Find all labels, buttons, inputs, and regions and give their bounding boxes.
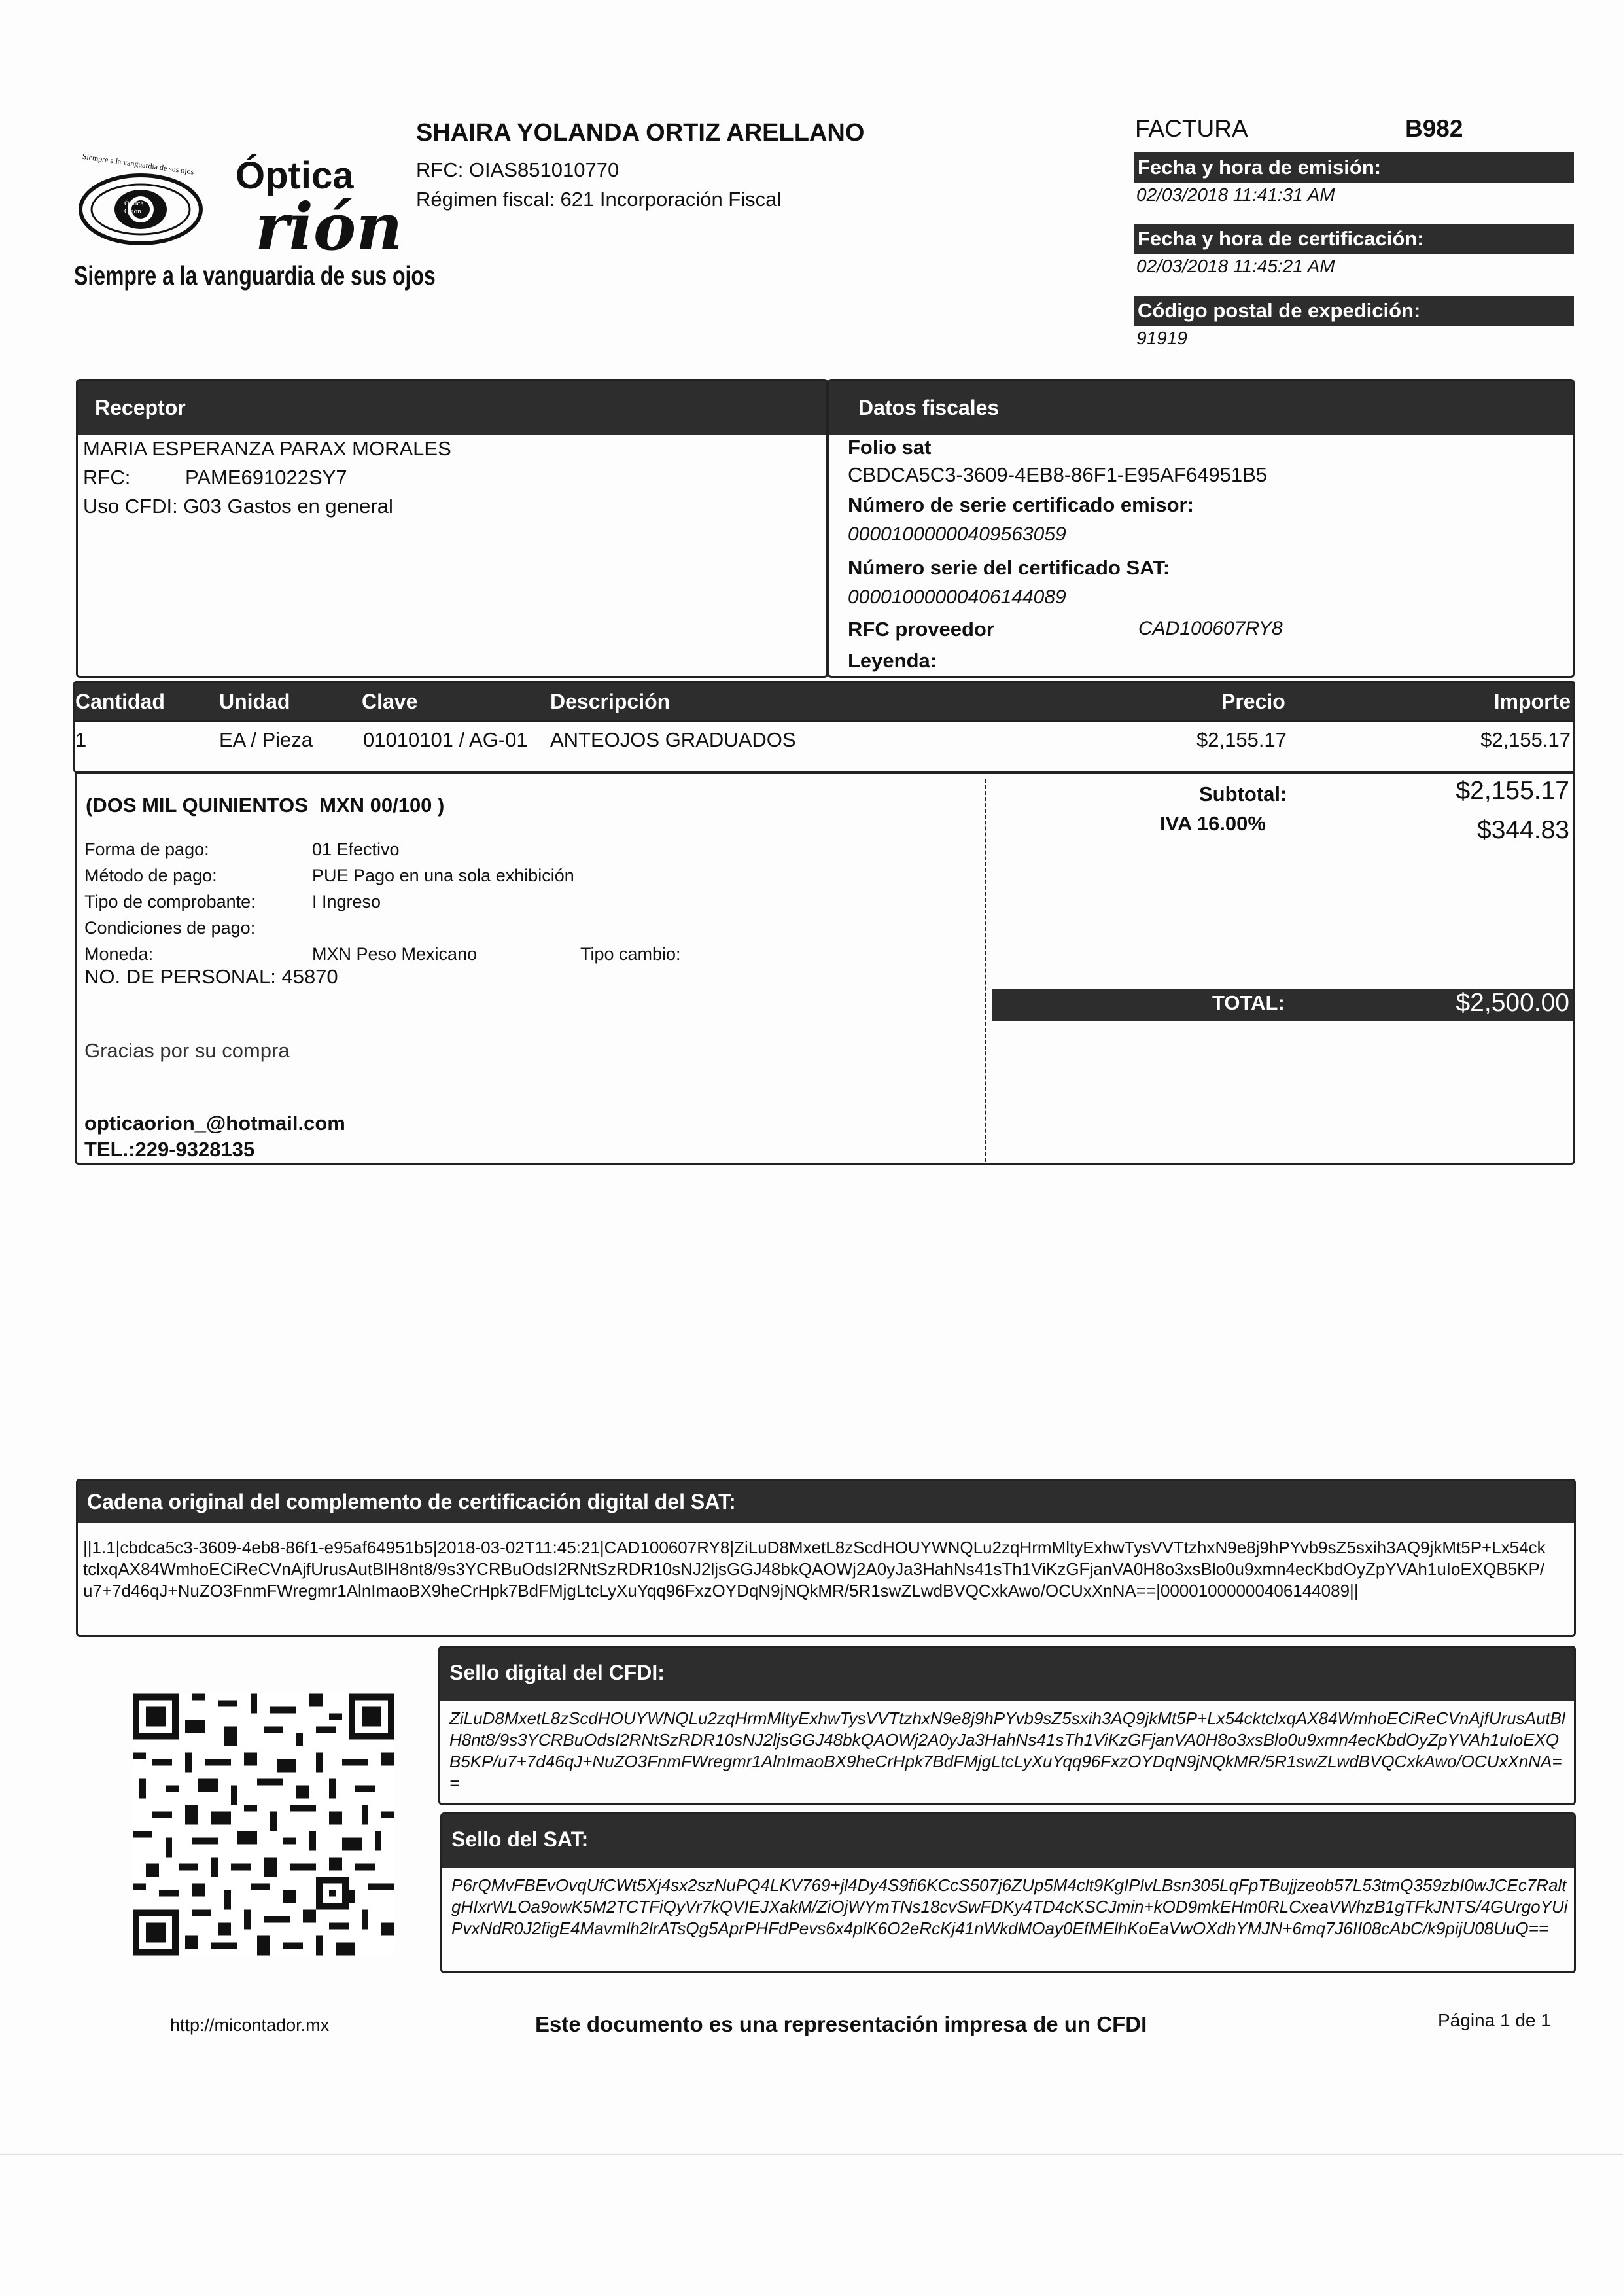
col-header-precio: Precio bbox=[1221, 690, 1285, 713]
forma-pago-value: 01 Efectivo bbox=[312, 839, 400, 859]
table-row bbox=[75, 720, 1573, 774]
sello-sat-title: Sello del SAT: bbox=[451, 1828, 589, 1851]
row-clave: 01010101 / AG-01 bbox=[363, 728, 528, 751]
contact-email: opticaorion_@hotmail.com bbox=[84, 1112, 345, 1135]
thanks-message: Gracias por su compra bbox=[84, 1039, 290, 1062]
receptor-title: Receptor bbox=[95, 396, 186, 419]
leyenda-label: Leyenda: bbox=[848, 649, 937, 672]
sello-cfdi-text: ZiLuD8MxetL8zScdHOUYWNQLu2zqHrmMltyExhwTysVVTtzhxN9e8j9hPYvb9sZ5sxih3AQ9jkMt5P+Lx54cktclxqAX84WmhoECiReCVnAjfUrusAutBlH8nt8/9s3YCRBuOdsI2RNtSzRDR10sNJ2ljsGGJ48bkQAOWj2A0yJa3HahNs41sTh1ViKzGFjanVA0H8o3xsBlo0u9xmn4ecKbdOyZpYVAh1uIoEXQB5KP/u7+7d46qJ+NuZO3FnmFWregmr1AlnImaoBX9heCrHpk7BdFMjgLtcLyXuYqq96FxzOYDqN9jNQkMR/5R1swZLwdBVQCxkAwo/OCUxXnNA== bbox=[449, 1708, 1565, 1793]
company-logo bbox=[69, 144, 436, 304]
subtotal-label: Subtotal: bbox=[1199, 783, 1287, 805]
issuer-rfc: RFC: OIAS851010770 bbox=[416, 158, 620, 181]
emisor-cert-label: Número de serie certificado emisor: bbox=[848, 493, 1194, 516]
receptor-rfc-label: RFC: bbox=[83, 466, 131, 489]
iva-value: $344.83 bbox=[1477, 816, 1569, 844]
metodo-pago-value: PUE Pago en una sola exhibición bbox=[312, 866, 574, 885]
col-header-unidad: Unidad bbox=[219, 690, 290, 713]
sello-sat-header bbox=[442, 1814, 1574, 1868]
folio-sat-value: CBDCA5C3-3609-4EB8-86F1-E95AF64951B5 bbox=[848, 463, 1268, 486]
logo-brand-top: Óptica bbox=[236, 154, 354, 197]
qr-code bbox=[133, 1692, 394, 1957]
sello-cfdi-header bbox=[440, 1648, 1574, 1701]
total-value: $2,500.00 bbox=[1456, 989, 1569, 1017]
certification-date-value: 02/03/2018 11:45:21 AM bbox=[1136, 256, 1335, 276]
moneda-value: MXN Peso Mexicano bbox=[312, 944, 478, 964]
receptor-header bbox=[78, 381, 826, 435]
personal-number: NO. DE PERSONAL: 45870 bbox=[84, 965, 338, 988]
logo-emblem-text: Óptica Orión bbox=[124, 200, 144, 215]
condiciones-pago-label: Condiciones de pago: bbox=[84, 918, 256, 938]
cadena-original-title: Cadena original del complemento de certificación digital del SAT: bbox=[87, 1490, 736, 1513]
col-header-descripcion: Descripción bbox=[550, 690, 671, 713]
subtotal-value: $2,155.17 bbox=[1456, 777, 1569, 805]
col-header-importe: Importe bbox=[1493, 690, 1571, 713]
row-importe: $2,155.17 bbox=[1480, 728, 1571, 751]
sat-cert-value: 00001000000406144089 bbox=[848, 586, 1066, 608]
col-header-clave: Clave bbox=[362, 690, 418, 713]
scan-bottom-line bbox=[0, 2154, 1623, 2155]
receptor-box bbox=[76, 379, 828, 678]
sello-cfdi-title: Sello digital del CFDI: bbox=[449, 1661, 665, 1684]
fiscal-data-header bbox=[829, 381, 1573, 435]
cadena-original-text: ||1.1|cbdca5c3-3609-4eb8-86f1-e95af64951b5|2018-03-02T11:45:21|CAD100607RY8|ZiLuD8MxetL8zScdHOUYWNQLu2zqHrmMltyExhwTysVVTtzhxN9e8j9hPYvb9sZ5sxih3AQ9jkMt5P+Lx54cktclxqAX84WmhoECiReCVnAjfUrusAutBlH8nt8/9s3YCRBuOdsI2RNtSzRDR10sNJ2ljsGGJ48bkQAOWj2A0yJa3HahNs41sTh1ViKzGFjanVA0H8o3xsBlo0u9xmn4ecKbdOyZpYVAh1uIoEXQB5KP/u7+7d46qJ+NuZO3FnmFWregmr1AlnImaoBX9heCrHpk7BdFMjgLtcLyXuYqq96FxzOYDqN9jNQkMR/5R1swZLwdBVQCxkAwo/OCUxXnNA==|00001000000406144089|| bbox=[83, 1538, 1546, 1600]
iva-label: IVA 16.00% bbox=[1160, 812, 1266, 835]
row-cantidad: 1 bbox=[75, 728, 87, 751]
issuer-name: SHAIRA YOLANDA ORTIZ ARELLANO bbox=[416, 119, 865, 147]
folio-sat-label: Folio sat bbox=[848, 436, 932, 459]
issuer-regime: Régimen fiscal: 621 Incorporación Fiscal bbox=[416, 188, 782, 211]
footer-page-number: Página 1 de 1 bbox=[1438, 2010, 1551, 2030]
receptor-uso-cfdi: Uso CFDI: G03 Gastos en general bbox=[83, 495, 393, 518]
sat-cert-label: Número serie del certificado SAT: bbox=[848, 556, 1170, 579]
tipo-comprobante-label: Tipo de comprobante: bbox=[84, 892, 256, 911]
moneda-label: Moneda: bbox=[84, 944, 154, 964]
cadena-original-box bbox=[76, 1479, 1576, 1637]
metodo-pago-label: Método de pago: bbox=[84, 866, 217, 885]
footer-url[interactable]: http://micontador.mx bbox=[170, 2015, 330, 2035]
receptor-name: MARIA ESPERANZA PARAX MORALES bbox=[83, 437, 451, 460]
sello-cfdi-box bbox=[438, 1646, 1576, 1805]
invoice-label: FACTURA bbox=[1135, 115, 1248, 142]
rfc-provider-value: CAD100607RY8 bbox=[1138, 618, 1283, 639]
summary-divider bbox=[985, 779, 986, 1162]
row-descripcion: ANTEOJOS GRADUADOS bbox=[550, 728, 796, 751]
emisor-cert-value: 00001000000409563059 bbox=[848, 523, 1066, 545]
postal-code-label: Código postal de expedición: bbox=[1134, 296, 1574, 326]
row-precio: $2,155.17 bbox=[1196, 728, 1287, 751]
amount-in-words: (DOS MIL QUINIENTOS MXN 00/100 ) bbox=[86, 794, 445, 817]
rfc-provider-label: RFC proveedor bbox=[848, 618, 994, 641]
fiscal-data-title: Datos fiscales bbox=[858, 396, 1000, 419]
forma-pago-label: Forma de pago: bbox=[84, 839, 209, 859]
emission-date-value: 02/03/2018 11:41:31 AM bbox=[1136, 185, 1335, 205]
items-table bbox=[73, 681, 1575, 773]
items-table-header bbox=[75, 683, 1573, 720]
logo-tagline: Siempre a la vanguardia de sus ojos bbox=[74, 260, 436, 291]
certification-date-label: Fecha y hora de certificación: bbox=[1134, 224, 1574, 254]
tipo-comprobante-value: I Ingreso bbox=[312, 892, 381, 911]
postal-code-value: 91919 bbox=[1136, 328, 1187, 348]
logo-ring-text: Siempre a la vanguardia de sus ojos bbox=[82, 151, 195, 177]
total-bar bbox=[992, 989, 1573, 1021]
summary-box bbox=[75, 772, 1575, 1165]
sello-sat-text: P6rQMvFBEvOvqUfCWt5Xj4sx2szNuPQ4LKV769+jl4Dy4S9fi6KCcS507j6ZUp5M4clt9KgIPlvLBsn305LqFpTBujjzeob57L53tmQ359zbI0wJCEc7RaltgHIxrWLOa9owK5M2TCTFiQyVr7kQVIEJXakM/ZiOjWYmTNs18cvSwFDKy4TD4cKSCJmin+kOD9mkEHm0RLCxeaVWhzB1gTFkJNTS/4GUrgoYUiPvxNdR0J2figE4Mavmlh2lrATsQg5AprPHFdPevs6x4plK6O2eRcKj41nWkdMOay0EfMElhKoEaVwOXdhYMJN+6mq7J6II08cAbC/k9pijU08UuQ== bbox=[451, 1875, 1568, 1938]
emission-date-label: Fecha y hora de emisión: bbox=[1134, 152, 1574, 183]
footer-note: Este documento es una representación impresa de un CFDI bbox=[535, 2012, 1147, 2036]
fiscal-data-box bbox=[828, 379, 1575, 678]
tipo-cambio-label: Tipo cambio: bbox=[580, 944, 681, 964]
col-header-cantidad: Cantidad bbox=[75, 690, 165, 713]
invoice-number: B982 bbox=[1405, 115, 1463, 142]
cadena-original-header bbox=[78, 1481, 1574, 1523]
sello-sat-box bbox=[440, 1812, 1576, 1973]
receptor-rfc-value: PAME691022SY7 bbox=[185, 466, 347, 489]
total-label: TOTAL: bbox=[1212, 991, 1285, 1014]
contact-phone: TEL.:229-9328135 bbox=[84, 1138, 255, 1161]
row-unidad: EA / Pieza bbox=[219, 728, 313, 751]
logo-brand-script: rión bbox=[255, 190, 403, 265]
